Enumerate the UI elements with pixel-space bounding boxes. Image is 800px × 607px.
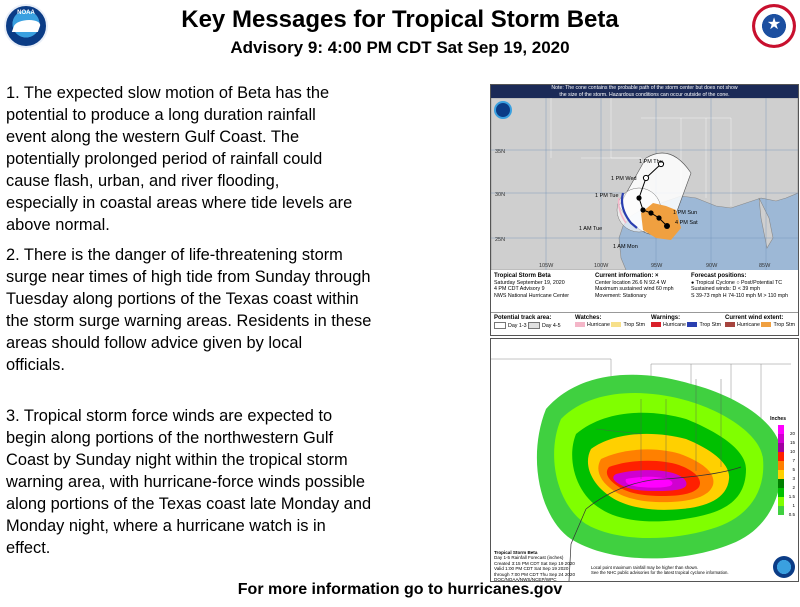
key-message-line: areas should follow advice given by local xyxy=(6,334,303,352)
rain-info-box xyxy=(494,550,575,582)
scale-label: 1 xyxy=(792,503,795,508)
day13-swatch xyxy=(494,322,506,329)
rain-info-line: Created 3:15 PM CDT Sat Sep 19 2020 xyxy=(494,560,575,566)
key-message-line: the storm surge warning areas. Residents in these xyxy=(6,312,372,330)
nws-star-icon: ★ xyxy=(766,16,782,33)
key-message-line: effect. xyxy=(6,539,51,557)
current-info-line: Center location 26.6 N 92.4 W xyxy=(595,279,666,286)
ts-watch-label: Trop Stm xyxy=(623,321,646,328)
rain-info-line: DOC/NOAA/NWS/NCEP/WPC xyxy=(494,577,557,583)
hurricane-warning-swatch xyxy=(651,322,661,327)
warnings-legend xyxy=(651,315,721,328)
scale-swatch xyxy=(778,506,784,515)
track-label-thu: 1 PM Thu xyxy=(639,159,663,165)
scale-swatch xyxy=(778,497,784,506)
forecast-positions-title: Forecast positions: xyxy=(691,273,747,279)
lon-label-100w: 100W xyxy=(594,263,609,269)
key-message-2 xyxy=(6,244,431,376)
scale-label: 10 xyxy=(789,449,795,454)
storm-box-line: 4 PM CDT Advisory 9 xyxy=(494,286,545,292)
hurricane-wind-swatch xyxy=(725,322,735,327)
lon-label-85w: 85W xyxy=(759,263,771,269)
track-label-sat: 4 PM Sat xyxy=(675,220,698,226)
lat-label-35n: 35N xyxy=(495,149,506,155)
rain-info-line: Day 1-5 Rainfall Forecast (inches) xyxy=(494,555,564,561)
ts-warning-swatch xyxy=(687,322,697,327)
key-message-line: potential to produce a long duration rainfall xyxy=(6,106,316,124)
forecast-positions-box xyxy=(691,273,788,299)
key-message-line: officials. xyxy=(6,356,65,374)
storm-box-title: Tropical Storm Beta xyxy=(494,273,551,279)
ts-wind-swatch xyxy=(761,322,771,327)
page-title: Key Messages for Tropical Storm Beta xyxy=(181,6,619,33)
cone-noaa-logo-icon xyxy=(495,102,511,118)
lon-label-90w: 90W xyxy=(706,263,718,269)
scale-swatch xyxy=(778,434,784,443)
noaa-logo-text: NOAA xyxy=(17,10,35,16)
key-message-line: warning area, with hurricane-force winds possible xyxy=(6,473,365,491)
day45-label: Day 4-5 xyxy=(542,322,561,329)
rainfall-map xyxy=(491,339,798,581)
current-info-title: Current information: × xyxy=(595,273,659,279)
key-message-line: along portions of the Texas coast late Monday and xyxy=(6,495,372,513)
hurricane-watch-swatch xyxy=(575,322,585,327)
key-message-line: 2. There is the danger of life-threatening storm xyxy=(6,246,343,264)
scale-label: 20 xyxy=(789,431,795,436)
key-message-line: cause flash, urban, and river flooding, xyxy=(6,172,280,190)
scale-swatch xyxy=(778,452,784,461)
hurricane-watch-label: Hurricane xyxy=(587,321,610,328)
track-label-tue-pm: 1 PM Tue xyxy=(595,193,619,199)
wind-extent-legend xyxy=(725,315,795,328)
rain-note xyxy=(591,565,729,575)
scale-swatch xyxy=(778,470,784,479)
day13-label: Day 1-3 xyxy=(508,322,527,329)
track-area-legend xyxy=(494,315,561,329)
hurricane-wind-label: Hurricane xyxy=(737,321,760,328)
track-area-label: Potential track area: xyxy=(494,315,552,321)
key-message-line: surge near times of high tide from Sunday through xyxy=(6,268,371,286)
scale-swatch xyxy=(778,461,784,470)
rain-noaa-logo-icon xyxy=(773,556,795,578)
track-point xyxy=(643,175,648,180)
footer-link-text: For more information go to hurricanes.gov xyxy=(237,581,563,598)
rain-unit-label: Inches xyxy=(770,416,786,422)
lat-label-25n: 25N xyxy=(495,237,506,243)
key-message-3 xyxy=(6,405,431,559)
cone-note-line-1: Note: The cone contains the probable path of the storm center but does not show xyxy=(551,85,738,91)
track-point xyxy=(656,215,661,220)
rain-color-scale xyxy=(778,425,784,515)
hazard-legend-strip xyxy=(491,312,798,336)
post-tc-marker-label: Post/Potential TC xyxy=(741,279,783,286)
track-label-sun: 1 PM Sun xyxy=(673,210,698,216)
forecast-positions-markers: ● Tropical Cyclone ○ Post/Potential TC xyxy=(691,279,783,286)
cone-map xyxy=(491,98,798,270)
ts-warning-label: Trop Stm xyxy=(699,321,722,328)
key-message-line: especially in coastal areas where tide levels are xyxy=(6,194,353,212)
forecast-positions-line: Sustained winds: D < 39 mph xyxy=(691,286,761,292)
storm-box-line: NWS National Hurricane Center xyxy=(494,292,570,299)
scale-swatch xyxy=(778,479,784,488)
lon-label-95w: 95W xyxy=(651,263,663,269)
advisory-subtitle: Advisory 9: 4:00 PM CDT Sat Sep 19, 2020 xyxy=(230,38,570,57)
key-message-line: 1. The expected slow motion of Beta has the xyxy=(6,84,330,102)
rain-info-line: Valid 1:00 PM CDT Sat Sep 19 2020 xyxy=(494,566,569,572)
key-message-line: Coast by Sunday night within the tropical storm xyxy=(6,451,348,469)
current-position xyxy=(664,223,670,229)
scale-label: 15 xyxy=(789,440,795,445)
scale-swatch xyxy=(778,443,784,452)
scale-swatch xyxy=(778,488,784,497)
wind-extent-label: Current wind extent: xyxy=(725,315,784,321)
key-message-line: begin along portions of the northwestern Gulf xyxy=(6,429,334,447)
ts-wind-label: Trop Stm xyxy=(773,321,796,328)
lat-label-30n: 30N xyxy=(495,192,506,198)
rain-info-line: through 7:00 PM CDT Thu Sep 24 2020 xyxy=(494,571,576,577)
forecast-positions-line: S 39-73 mph H 74-110 mph M > 110 mph xyxy=(691,292,789,299)
watches-legend xyxy=(575,315,645,328)
rain-info-title: Tropical Storm Beta xyxy=(494,550,538,555)
rain-note-line: Local point maximum rainfall may be higher than shown. xyxy=(591,565,699,570)
current-info-line: Maximum sustained wind 60 mph xyxy=(595,286,674,292)
storm-info-box xyxy=(494,273,569,299)
cone-note xyxy=(491,85,798,98)
track-point xyxy=(640,207,645,212)
key-message-1 xyxy=(6,82,431,236)
watches-label: Watches: xyxy=(575,315,602,321)
scale-label: 0.5 xyxy=(788,512,795,517)
key-message-line: event along the western Gulf Coast. The xyxy=(6,128,300,146)
cone-graphic xyxy=(490,84,799,336)
rainfall-graphic xyxy=(490,338,799,582)
lon-label-105w: 105W xyxy=(539,263,554,269)
storm-box-line: Saturday September 19, 2020 xyxy=(494,279,565,286)
rain-note-line: See the NHC public advisories for the latest tropical cyclone information. xyxy=(591,570,729,576)
current-info-box xyxy=(595,273,674,299)
tc-marker-label: Tropical Cyclone xyxy=(695,279,735,286)
key-message-line: Tuesday along portions of the Texas coast within xyxy=(6,290,359,308)
day45-swatch xyxy=(528,322,540,329)
key-message-line: potentially prolonged period of rainfall could xyxy=(6,150,323,168)
hurricane-warning-label: Hurricane xyxy=(663,321,686,328)
ts-watch-swatch xyxy=(611,322,621,327)
scale-label: 2 xyxy=(792,485,795,490)
track-label-tue-am: 1 AM Tue xyxy=(579,226,603,232)
current-info-line: Movement: Stationary xyxy=(595,292,647,299)
key-message-line: 3. Tropical storm force winds are expected to xyxy=(6,407,333,425)
cone-legend xyxy=(491,270,798,335)
cone-note-line-2: the size of the storm. Hazardous conditions can occur outside of the cone. xyxy=(559,91,730,98)
key-message-line: above normal. xyxy=(6,216,110,234)
scale-label: 5 xyxy=(792,467,795,472)
track-point xyxy=(636,195,641,200)
track-label-wed: 1 PM Wed xyxy=(611,176,637,182)
track-label-mon-am: 1 AM Mon xyxy=(613,244,638,250)
scale-swatch xyxy=(778,425,784,434)
scale-label: 3 xyxy=(792,476,795,481)
warnings-label: Warnings: xyxy=(651,315,681,321)
track-point xyxy=(648,210,653,215)
key-message-line: Monday night, where a hurricane watch is in xyxy=(6,517,326,535)
scale-label: 7 xyxy=(792,458,795,463)
scale-label: 1.5 xyxy=(788,494,795,499)
